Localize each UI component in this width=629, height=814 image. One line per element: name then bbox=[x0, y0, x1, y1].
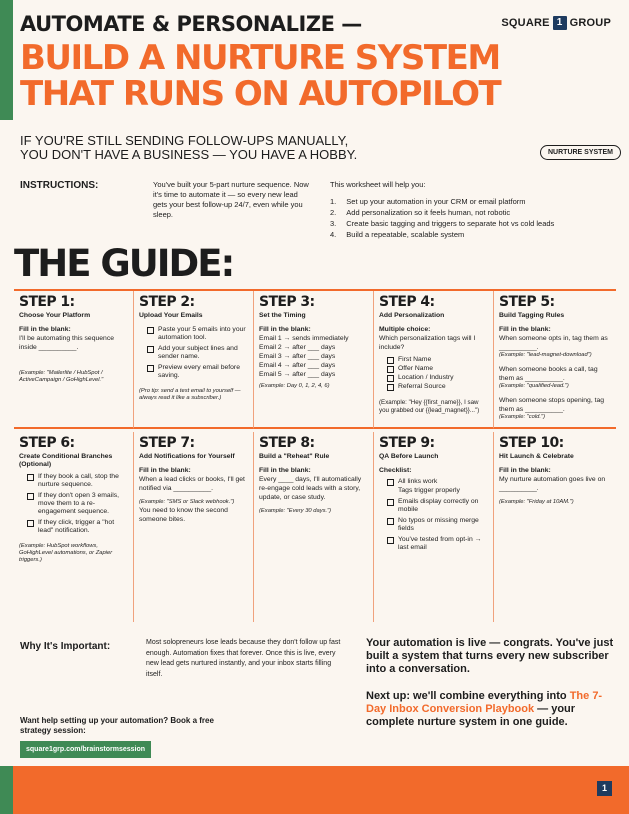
checkbox[interactable] bbox=[147, 346, 154, 353]
step-3-card: STEP 3: Set the Timing Fill in the blank: Email 1 → sends immediately Email 2 → after ___ days Email 3 → after ___ days Email 4 → after ___ days Email 5 → after ___ days (Example: Day 0, 1, 2, 4, 6) bbox=[254, 291, 374, 429]
steps-grid bbox=[14, 289, 616, 624]
instructions-body: You've built your 5-part nurture sequence. Now it's time to automate it — so every new lead gets your best follow-up 24/7, even while you sleep. bbox=[153, 180, 309, 219]
step-4-card: STEP 4: Add Personalization Multiple choice: Which personalization tags will I include? First Name Offer Name Location / Industry Referral Source (Example: "Hey {{first_name}}, I saw you grabbed our {{lead_magnet}}...") bbox=[374, 291, 494, 429]
accent-bar-top bbox=[0, 0, 13, 108]
step-name: Add Notifications for Yourself bbox=[139, 453, 235, 460]
step-name: Create Conditional Branches (Optional) bbox=[19, 453, 113, 468]
subheading-line-2: YOU DON'T HAVE A BUSINESS — YOU HAVE A HOBBY. bbox=[20, 147, 358, 162]
footer-accent bbox=[0, 766, 13, 814]
brand-logo bbox=[501, 16, 611, 30]
step-example: (Example: "Mailerlite / HubSpot / ActiveCampaign / GoHighLevel." bbox=[19, 370, 104, 383]
title-line-1: BUILD A NURTURE SYSTEM bbox=[20, 38, 500, 78]
checkbox[interactable] bbox=[387, 375, 394, 382]
checkbox[interactable] bbox=[387, 518, 394, 525]
step-9-card: STEP 9: QA Before Launch Checklist: All links work Tags trigger properly Emails display correctly on mobile No typos or missing merge fields You've tested from opt-in → last email bbox=[374, 432, 494, 622]
step-prompt: Fill in the blank: bbox=[139, 467, 191, 474]
checkbox[interactable] bbox=[27, 520, 34, 527]
step-5-card: STEP 5: Build Tagging Rules Fill in the blank: When someone opts in, tag them as __________. (Example: "lead-magnet-download") When someone books a call, tag them as __________. (Example: "qualified-lead.") When someone stops opening, tag them as __________. (Example: "cold.") bbox=[494, 291, 616, 429]
header-kicker: AUTOMATE & PERSONALIZE — bbox=[20, 12, 362, 36]
strategy-session-link[interactable]: square1grp.com/brainstormsession bbox=[20, 741, 151, 758]
step-question: Which personalization tags will I include? bbox=[379, 335, 476, 351]
step-title: STEP 7: bbox=[139, 435, 195, 451]
checkbox[interactable] bbox=[387, 357, 394, 364]
instructions-heading: INSTRUCTIONS: bbox=[20, 180, 99, 191]
list-item: 4. Build a repeatable, scalable system bbox=[330, 230, 465, 239]
checkbox[interactable] bbox=[27, 474, 34, 481]
title-line-2: THAT RUNS ON AUTOPILOT bbox=[20, 74, 501, 114]
accent-bar-notch bbox=[0, 108, 13, 120]
step-name: QA Before Launch bbox=[379, 453, 439, 460]
step-name: Upload Your Emails bbox=[139, 312, 203, 319]
list-item: 1. Set up your automation in your CRM or email platform bbox=[330, 197, 526, 206]
step-title: STEP 8: bbox=[259, 435, 315, 451]
step-10-card: STEP 10: Hit Launch & Celebrate Fill in the blank: My nurture automation goes live on __________. (Example: "Friday at 10AM.") bbox=[494, 432, 616, 622]
subheading-line-1: IF YOU'RE STILL SENDING FOLLOW-UPS MANUALLY, bbox=[20, 133, 349, 148]
step-title: STEP 3: bbox=[259, 294, 315, 310]
step-example: (Example: "Hey {{first_name}}, I saw you grabbed our {{lead_magnet}}...") bbox=[379, 399, 480, 414]
step-title: STEP 5: bbox=[499, 294, 555, 310]
logo-text-left: SQUARE bbox=[501, 17, 550, 29]
step-prompt: Fill in the blank: bbox=[19, 326, 71, 333]
step-title: STEP 10: bbox=[499, 435, 564, 451]
step-name: Build Tagging Rules bbox=[499, 312, 565, 319]
checkbox[interactable] bbox=[387, 499, 394, 506]
help-list bbox=[330, 197, 560, 241]
step-2-card: STEP 2: Upload Your Emails Paste your 5 emails into your automation tool. Add your subject lines and sender name. Preview every email before saving. (Pro tip: send a test email to yourself — always read it like a subscriber.) bbox=[134, 291, 254, 429]
step-example: (Example: Day 0, 1, 2, 4, 6) bbox=[259, 383, 330, 389]
cta-text: Want help setting up your automation? Book a free strategy session: bbox=[20, 716, 214, 735]
list-item: 3. Create basic tagging and triggers to separate hot vs cold leads bbox=[330, 219, 555, 228]
logo-square-icon: 1 bbox=[553, 16, 567, 30]
step-prompt: Fill in the blank: bbox=[499, 467, 551, 474]
page-title bbox=[20, 40, 500, 112]
step-6-card: STEP 6: Create Conditional Branches (Optional) If they book a call, stop the nurture sequence. If they don't open 3 emails, move them to a re-engagement sequence. If they click, trigger a "hot lead" notification. (Example: HubSpot workflows, GoHighLevel automations, or Zapier triggers.) bbox=[14, 432, 134, 622]
checkbox[interactable] bbox=[387, 366, 394, 373]
live-message: Your automation is live — congrats. You've just built a system that turns every new subscriber into a conversation. bbox=[366, 637, 614, 675]
step-1-card bbox=[14, 291, 134, 429]
category-pill: NURTURE SYSTEM bbox=[540, 145, 621, 160]
step-prompt: Fill in the blank: bbox=[259, 326, 311, 333]
subheading bbox=[20, 134, 400, 162]
step-tip: (Pro tip: send a test email to yourself — always read it like a subscriber.) bbox=[139, 388, 241, 401]
why-heading: Why It's Important: bbox=[20, 641, 111, 652]
checkbox[interactable] bbox=[147, 365, 154, 372]
checkbox[interactable] bbox=[387, 384, 394, 391]
help-heading: This worksheet will help you: bbox=[330, 180, 426, 189]
step-prompt: Fill in the blank: bbox=[499, 326, 551, 333]
logo-text-right: GROUP bbox=[569, 17, 611, 29]
step-8-card: STEP 8: Build a "Reheat" Rule Fill in the blank: Every ____ days, I'll automatically re-engage cold leads with a story, update, or case study. (Example: "Every 30 days.") bbox=[254, 432, 374, 622]
brand-badge-icon: 1 bbox=[597, 781, 612, 796]
step-name: Hit Launch & Celebrate bbox=[499, 453, 574, 460]
step-name: Add Personalization bbox=[379, 312, 445, 319]
playbook-link[interactable]: The 7-Day Inbox Conversion Playbook bbox=[366, 690, 603, 715]
step-name: Build a "Reheat" Rule bbox=[259, 453, 330, 460]
step-title: STEP 9: bbox=[379, 435, 435, 451]
step-title: STEP 1: bbox=[19, 294, 75, 310]
checkbox[interactable] bbox=[387, 537, 394, 544]
step-title: STEP 2: bbox=[139, 294, 195, 310]
step-prompt: Multiple choice: bbox=[379, 326, 431, 333]
checkbox[interactable] bbox=[387, 479, 394, 486]
step-prompt: Checklist: bbox=[379, 467, 412, 474]
next-message: Next up: we'll combine everything into The 7-Day Inbox Conversion Playbook — your complete nurture system in one guide. bbox=[366, 690, 603, 728]
checkbox[interactable] bbox=[27, 493, 34, 500]
step-7-card: STEP 7: Add Notifications for Yourself Fill in the blank: When a lead clicks or books, I'll get notified via __________. (Example: "SMS or Slack webhook.") You need to know the second someone bites. bbox=[134, 432, 254, 622]
step-example: (Example: HubSpot workflows, GoHighLevel automations, or Zapier triggers.) bbox=[19, 543, 113, 563]
checkbox[interactable] bbox=[147, 327, 154, 334]
step-prompt: Fill in the blank: bbox=[259, 467, 311, 474]
step-title: STEP 4: bbox=[379, 294, 435, 310]
step-name: Set the Timing bbox=[259, 312, 306, 319]
why-body: Most solopreneurs lose leads because they don't follow up fast enough. Automation fixes that forever. Once this is live, every new lead gets nurtured instantly, and your inbox starts filling itself. bbox=[146, 639, 341, 678]
footer-bar bbox=[0, 766, 629, 814]
step-title: STEP 6: bbox=[19, 435, 75, 451]
guide-heading: THE GUIDE: bbox=[14, 242, 234, 285]
fill-blank-text[interactable]: I'll be automating this sequence inside __________. bbox=[19, 335, 115, 351]
step-name: Choose Your Platform bbox=[19, 312, 91, 319]
list-item: 2. Add personalization so it feels human, not robotic bbox=[330, 208, 511, 217]
